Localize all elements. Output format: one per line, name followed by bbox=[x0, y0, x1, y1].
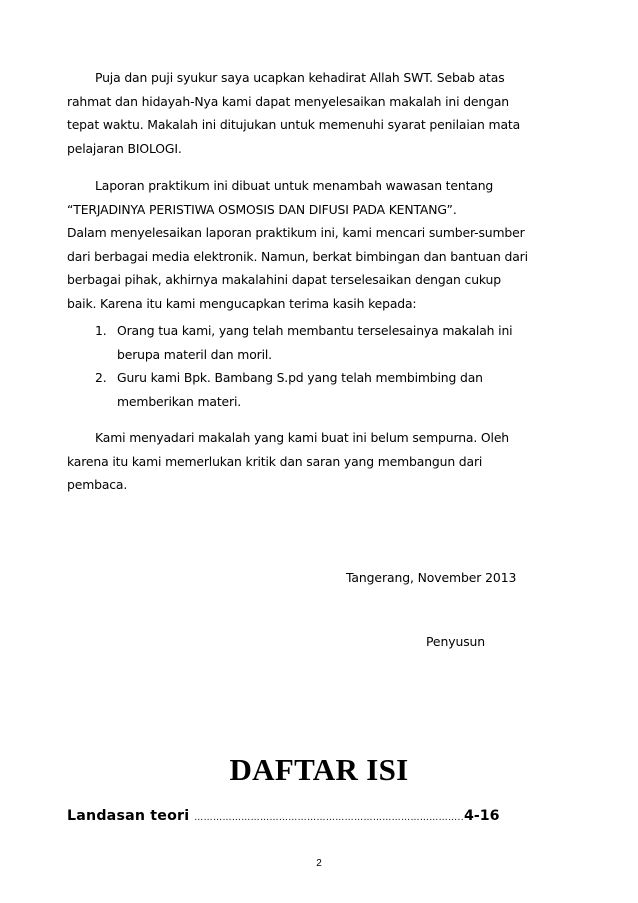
toc-entry-pages: 4-16 bbox=[464, 808, 500, 824]
signature-author: Penyusun bbox=[426, 634, 486, 649]
paragraph-line: Kami menyadari makalah yang kami buat ini belum sempurna. Oleh bbox=[95, 430, 509, 445]
paragraph-line: karena itu kami memerlukan kritik dan saran yang membangun dari bbox=[67, 453, 483, 469]
toc-entry[interactable] bbox=[67, 808, 500, 824]
list-item-line: berupa materil dan moril. bbox=[117, 346, 272, 362]
signature-place-date: Tangerang, November 2013 bbox=[346, 570, 517, 585]
list-item bbox=[95, 319, 565, 366]
list-item bbox=[95, 366, 565, 413]
list-number: 1. bbox=[95, 323, 107, 338]
thanks-list bbox=[95, 319, 565, 413]
list-number: 2. bbox=[95, 370, 107, 386]
page-number: 2 bbox=[316, 858, 322, 869]
paragraph-line: “TERJADINYA PERISTIWA OSMOSIS DAN DIFUSI PADA KENTANG”. bbox=[67, 201, 457, 217]
paragraph-report-intro bbox=[67, 174, 567, 316]
paragraph-opening bbox=[67, 66, 567, 160]
paragraph-line: rahmat dan hidayah-Nya kami dapat menyelesaikan makalah ini dengan bbox=[67, 93, 509, 109]
paragraph-line: berbagai pihak, akhirnya makalahini dapat terselesaikan dengan cukup bbox=[67, 272, 501, 288]
toc-leader-dots: ………………………………………………………………………….. bbox=[194, 813, 465, 823]
paragraph-line: dari berbagai media elektronik. Namun, berkat bimbingan dan bantuan dari bbox=[67, 248, 528, 264]
paragraph-closing bbox=[67, 426, 567, 497]
list-item-line: Orang tua kami, yang telah membantu terselesainya makalah ini bbox=[117, 323, 513, 338]
paragraph-line: Laporan praktikum ini dibuat untuk menambah wawasan tentang bbox=[95, 178, 494, 193]
paragraph-line: Dalam menyelesaikan laporan praktikum ini, kami mencari sumber-sumber bbox=[67, 225, 525, 241]
list-item-line: memberikan materi. bbox=[117, 393, 242, 409]
paragraph-line: tepat waktu. Makalah ini ditujukan untuk memenuhi syarat penilaian mata bbox=[67, 117, 521, 133]
list-item-line: Guru kami Bpk. Bambang S.pd yang telah membimbing dan bbox=[117, 370, 483, 386]
paragraph-line: pelajaran BIOLOGI. bbox=[67, 140, 182, 156]
paragraph-line: baik. Karena itu kami mengucapkan terima kasih kepada: bbox=[67, 295, 417, 311]
paragraph-line: Puja dan puji syukur saya ucapkan kehadirat Allah SWT. Sebab atas bbox=[95, 70, 505, 85]
paragraph-line: pembaca. bbox=[67, 477, 128, 493]
toc-entry-label: Landasan teori bbox=[67, 808, 190, 824]
toc-title: DAFTAR ISI bbox=[229, 752, 409, 787]
